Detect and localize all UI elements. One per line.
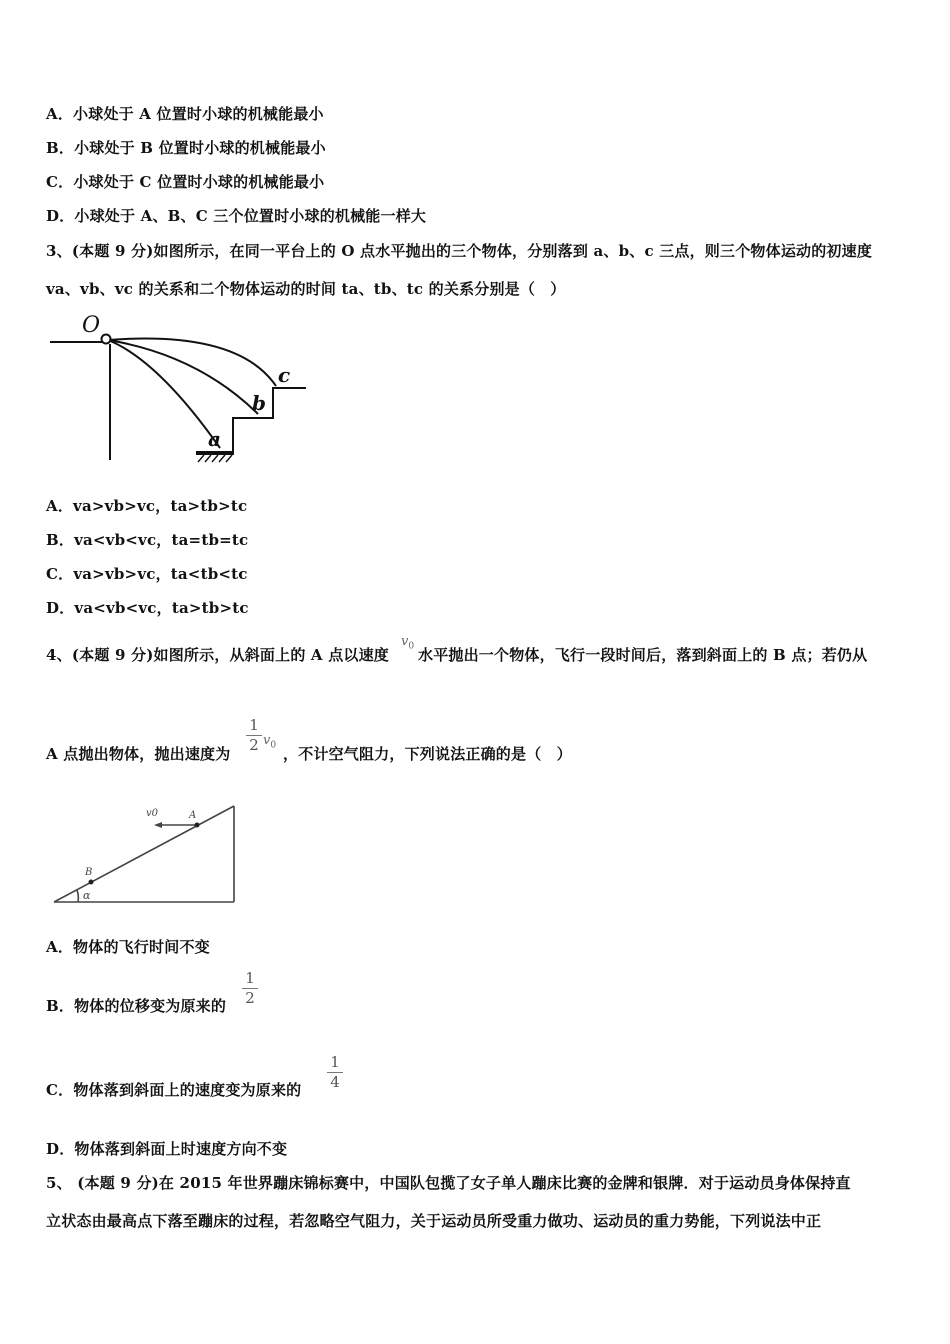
q4-option-b-fraction: 1 2 — [242, 970, 258, 1007]
q4-option-c-fraction: 1 4 — [327, 1054, 343, 1091]
q3-stem-line2: va、vb、vc 的关系和二个物体运动的时间 ta、tb、tc 的关系分别是（ ） — [46, 280, 566, 298]
q4-option-a: A．物体的飞行时间不变 — [46, 938, 210, 956]
q5-stem-line2: 立状态由最高点下落至蹦床的过程，若忽略空气阻力，关于运动员所受重力做功、运动员的重力势能，下列说法中正 — [46, 1212, 822, 1230]
q4-stem-line2-b: ，不计空气阻力，下列说法正确的是（ ） — [283, 745, 572, 763]
q4-figure — [48, 798, 243, 908]
q3-option-d: D．va<vb<vc，ta>tb>tc — [46, 599, 249, 617]
q3-figure — [48, 310, 313, 470]
q4-label-b: B — [85, 867, 93, 878]
q3-option-a: A．va>vb>vc，ta>tb>tc — [46, 497, 248, 515]
q4-option-d: D．物体落到斜面上时速度方向不变 — [46, 1140, 288, 1158]
q3-option-b: B．va<vb<vc，ta=tb=tc — [46, 531, 249, 549]
q3-stem-line1: 3、(本题 9 分)如图所示，在同一平台上的 O 点水平抛出的三个物体，分别落到 a、b、c 三点，则三个物体运动的初速度 — [46, 242, 873, 260]
q3-label-o: O — [82, 313, 101, 338]
q4-option-b: B．物体的位移变为原来的 — [46, 997, 227, 1015]
q4-stem-line1-b: 水平抛出一个物体，飞行一段时间后，落到斜面上的 B 点；若仍从 — [418, 646, 868, 664]
q3-option-c: C．va>vb>vc，ta<tb<tc — [46, 565, 248, 583]
q4-v0-symbol: $v_0$ — [401, 634, 415, 652]
q4-speed-fraction: 1 2 — [246, 717, 262, 754]
q4-stem-line2-a: A 点抛出物体，抛出速度为 — [46, 745, 231, 763]
q2-option-b: B．小球处于 B 位置时小球的机械能最小 — [46, 139, 326, 157]
q3-label-c: c — [278, 363, 291, 387]
q2-option-c: C．小球处于 C 位置时小球的机械能最小 — [46, 173, 325, 191]
q2-option-d: D．小球处于 A、B、C 三个位置时小球的机械能一样大 — [46, 207, 427, 225]
q4-stem-line1-a: 4、(本题 9 分)如图所示，从斜面上的 A 点以速度 — [46, 646, 389, 664]
q4-label-v0: v0 — [146, 808, 159, 819]
q3-label-b: b — [252, 391, 266, 415]
q4-label-alpha: α — [83, 889, 91, 902]
q4-option-c: C．物体落到斜面上的速度变为原来的 — [46, 1081, 302, 1099]
q2-option-a: A．小球处于 A 位置时小球的机械能最小 — [46, 105, 324, 123]
q4-v0-symbol-2: $v_0$ — [263, 733, 277, 751]
q3-label-a: a — [208, 427, 221, 451]
q4-label-a: A — [189, 810, 197, 821]
q5-stem-line1: 5、 (本题 9 分)在 2015 年世界蹦床锦标赛中，中国队包揽了女子单人蹦床比赛的金牌和银牌．对于运动员身体保持直 — [46, 1174, 851, 1192]
